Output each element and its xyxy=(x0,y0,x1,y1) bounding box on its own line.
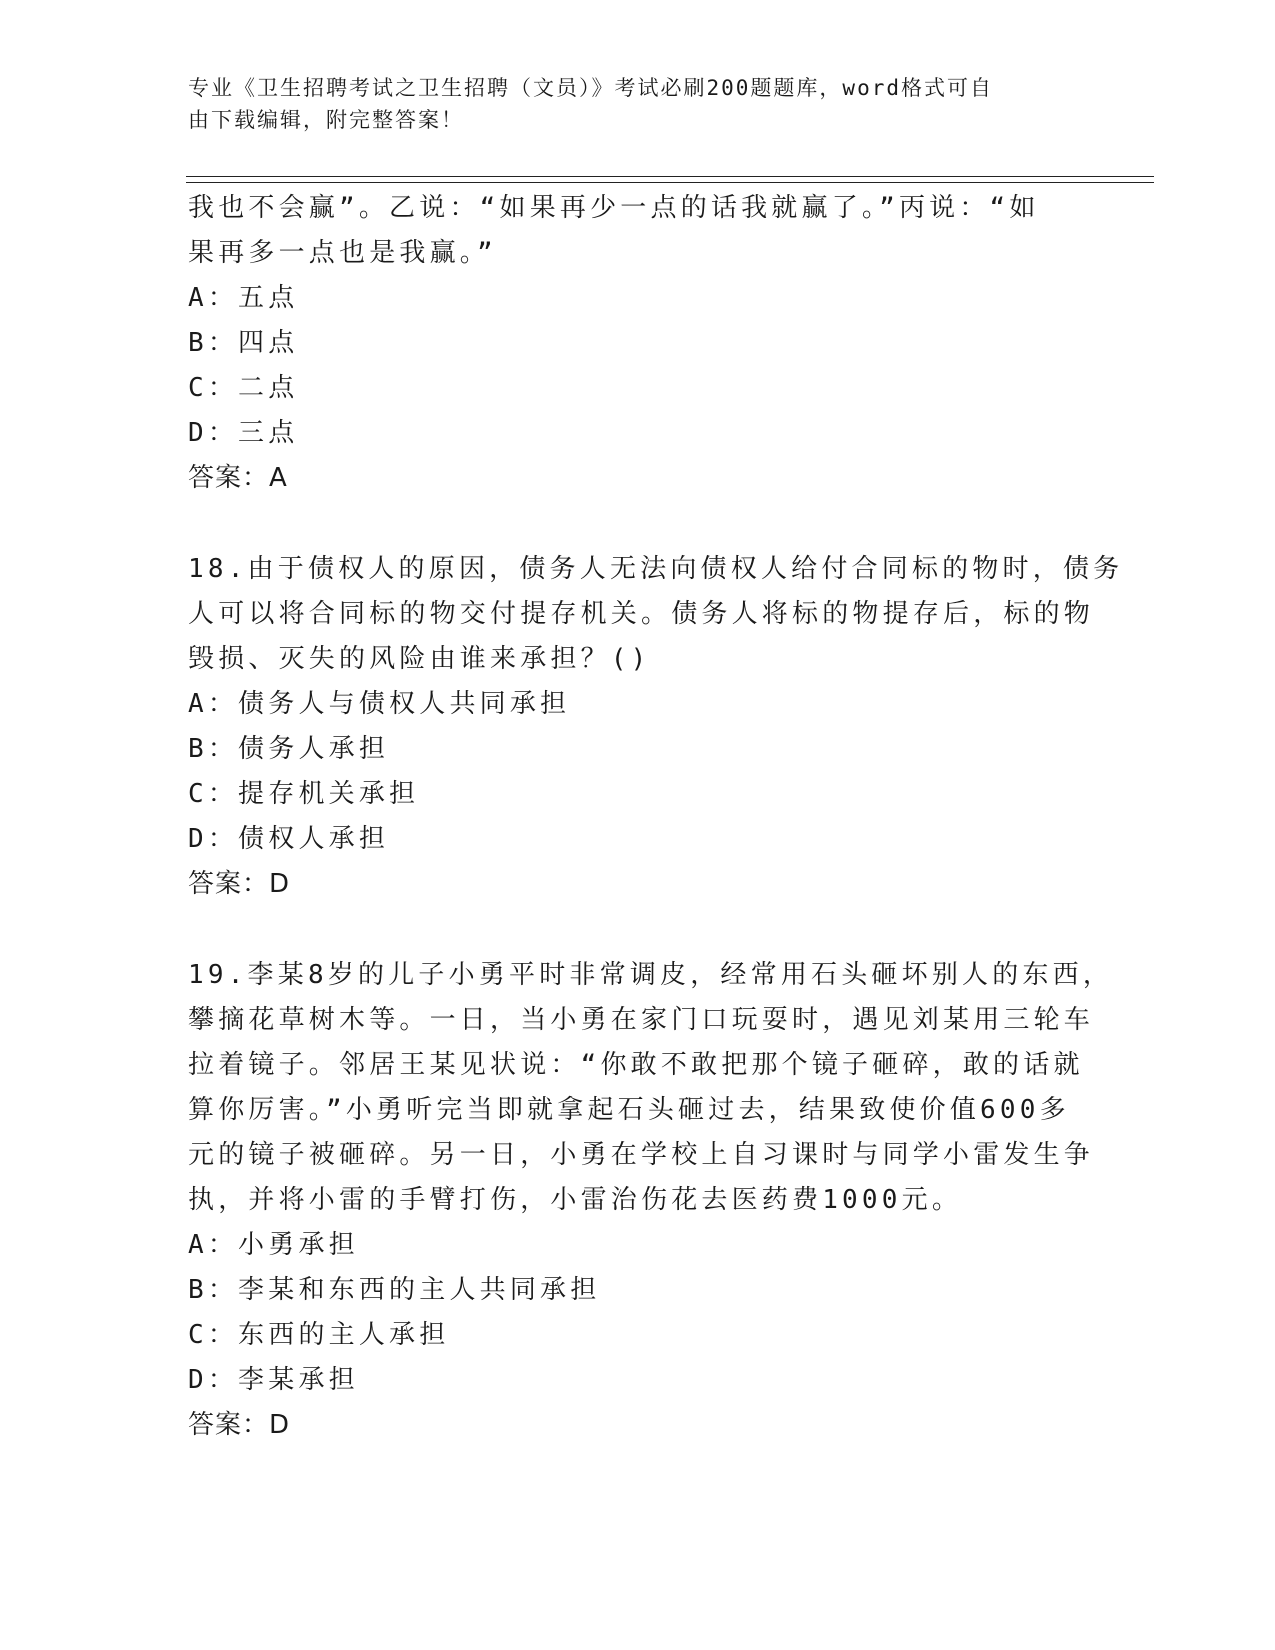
option-a: A：债务人与债权人共同承担 xyxy=(188,689,571,719)
option-c: C：东西的主人承担 xyxy=(188,1320,450,1350)
question-text-line: 我也不会赢”。乙说：“如果再少一点的话我就赢了。”丙说：“如 xyxy=(188,193,1040,223)
question-17-continuation xyxy=(188,186,1088,501)
question-text-line: 元的镜子被砸碎。另一日，小勇在学校上自习课时与同学小雷发生争 xyxy=(188,1140,1095,1170)
question-19 xyxy=(188,953,1114,1448)
question-text-line: 19.李某8岁的儿子小勇平时非常调皮，经常用石头砸坏别人的东西， xyxy=(188,960,1114,990)
option-b: B：李某和东西的主人共同承担 xyxy=(188,1275,601,1305)
question-text-line: 人可以将合同标的物交付提存机关。债务人将标的物提存后，标的物 xyxy=(188,599,1095,629)
question-text-line: 18.由于债权人的原因，债务人无法向债权人给付合同标的物时，债务 xyxy=(188,554,1124,584)
question-text-line: 毁损、灭失的风险由谁来承担？() xyxy=(188,644,651,674)
answer: 答案：A xyxy=(188,463,288,493)
question-text-line: 果再多一点也是我赢。” xyxy=(188,238,497,268)
option-d: D：李某承担 xyxy=(188,1365,359,1395)
option-a: A：五点 xyxy=(188,283,299,313)
document-body xyxy=(188,186,1124,1448)
answer: 答案：D xyxy=(188,869,291,899)
question-18 xyxy=(188,547,1124,907)
option-b: B：债务人承担 xyxy=(188,734,390,764)
header-line-2: 由下载编辑，附完整答案！ xyxy=(188,108,464,132)
option-b: B：四点 xyxy=(188,328,299,358)
header-line-1: 专业《卫生招聘考试之卫生招聘（文员）》考试必刷200题题库，word格式可自 xyxy=(188,76,993,100)
question-text-line: 攀摘花草树木等。一日，当小勇在家门口玩耍时，遇见刘某用三轮车 xyxy=(188,1005,1095,1035)
question-text-line: 执，并将小雷的手臂打伤，小雷治伤花去医药费1000元。 xyxy=(188,1185,963,1215)
question-text-line: 算你厉害。”小勇听完当即就拿起石头砸过去，结果致使价值600多 xyxy=(188,1095,1070,1125)
question-text-line: 拉着镜子。邻居王某见状说：“你敢不敢把那个镜子砸碎，敢的话就 xyxy=(188,1050,1084,1080)
option-d: D：三点 xyxy=(188,418,299,448)
option-c: C：提存机关承担 xyxy=(188,779,420,809)
header-divider-top xyxy=(186,176,1154,177)
page-header xyxy=(188,72,1068,136)
answer: 答案：D xyxy=(188,1410,291,1440)
option-a: A：小勇承担 xyxy=(188,1230,359,1260)
option-c: C：二点 xyxy=(188,373,299,403)
option-d: D：债权人承担 xyxy=(188,824,390,854)
header-divider-bottom xyxy=(186,182,1154,183)
